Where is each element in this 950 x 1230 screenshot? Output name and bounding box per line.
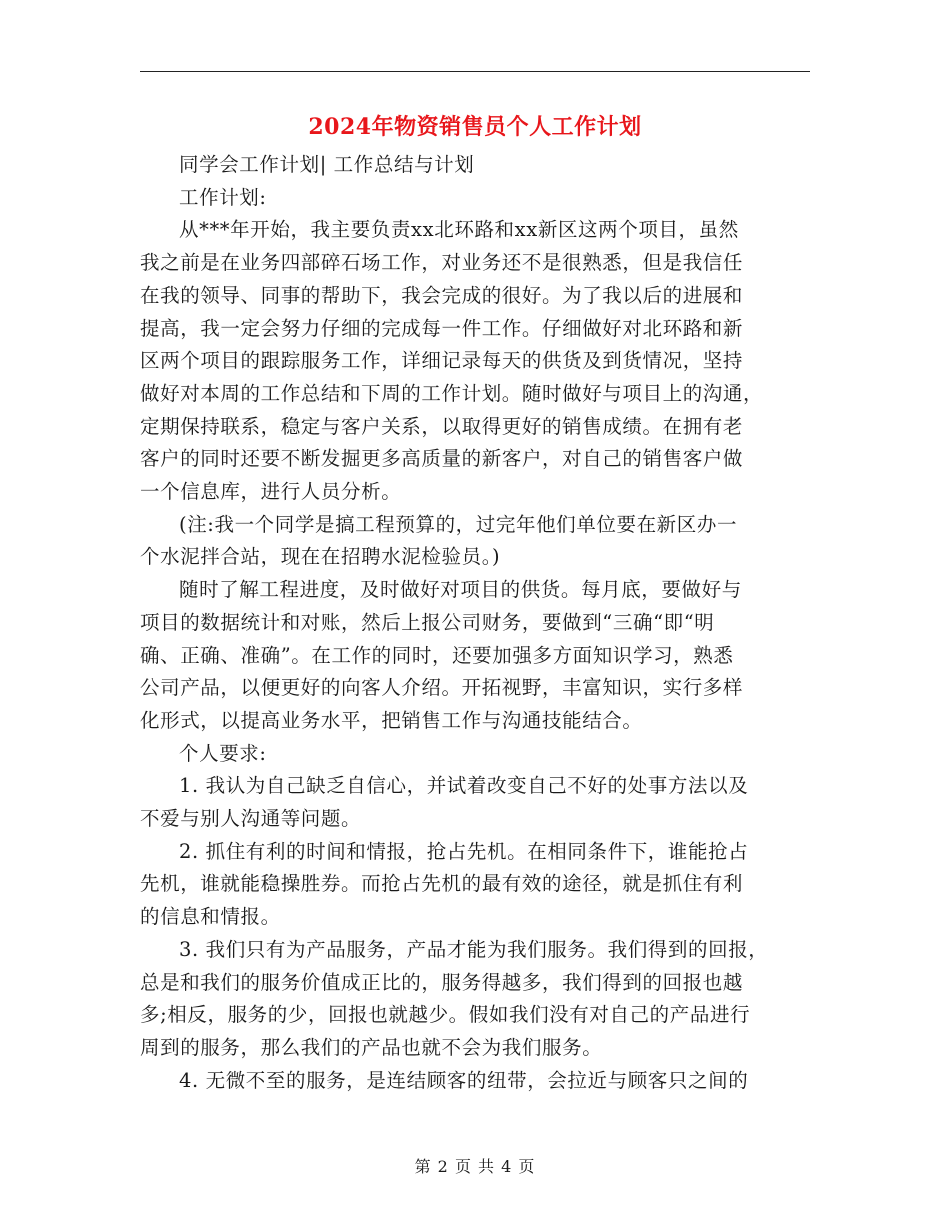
paragraph-item-1: 1. 我认为自己缺乏自信心，并试着改变自己不好的处事方法以及 不爱与别人沟通等问题。: [140, 774, 749, 831]
header-rule: [140, 71, 810, 72]
paragraph-plan-heading: 工作计划:: [179, 185, 267, 209]
paragraph-plan-body: 从***年开始，我主要负责xx北环路和xx新区这两个项目，虽然 我之前是在业务四部碎石场工作，对业务还不是很熟悉，但是我信任 在我的领导、同事的帮助下，我会完成的很好。为了我以后的进展和 提高，我一定会努力仔细的完成每一件工作。仔细做好对北环路和新 区两个项目的跟踪服务工作，详细记录每天的供货及到货情况，坚持 做好对本周的工作总结和下周的工作计划。随时做好与项目上的沟通， 定期保持联系，稳定与客户关系，以取得更好的销售成绩。在拥有老 客户的同时还要不断发掘更多高质量的新客户，对自己的销售客户做 一个信息库，进行人员分析。: [140, 218, 764, 504]
document-title: 2024年物资销售员个人工作计划: [308, 114, 642, 140]
paragraph-item-2: 2. 抓住有利的时间和情报，抢占先机。在相同条件下，谁能抢占 先机，谁就能稳操胜券。而抢占先机的最有效的途径，就是抓住有利 的信息和情报。: [140, 839, 749, 929]
paragraph-item-4: 4. 无微不至的服务，是连结顾客的纽带，会拉近与顾客只之间的: [179, 1068, 749, 1092]
paragraph-item-3: 3. 我们只有为产品服务，产品才能为我们服务。我们得到的回报， 总是和我们的服务价值成正比的，服务得越多，我们得到的回报也越 多;相反，服务的少，回报也就越少。假如我们没有对自己的产品进行 周到的服务，那么我们的产品也就不会为我们服务。: [140, 937, 769, 1059]
document-body: [140, 149, 812, 1097]
paragraph-requirements-heading: 个人要求:: [179, 741, 267, 765]
paragraph-subtitle: 同学会工作计划| 工作总结与计划: [179, 153, 475, 176]
paragraph-progress: 随时了解工程进度，及时做好对项目的供货。每月底，要做好与 项目的数据统计和对账，然后上报公司财务，要做到“三确“即“明 确、正确、准确”。在工作的同时，还要加强多方面知识学习，熟悉 公司产品，以便更好的向客人介绍。开拓视野，丰富知识，实行多样 化形式，以提高业务水平，把销售工作与沟通技能结合。: [140, 578, 744, 732]
page-footer: 第 2 页 共 4 页: [414, 1157, 536, 1176]
paragraph-note: (注:我一个同学是搞工程预算的，过完年他们单位要在新区办一 个水泥拌合站，现在在招聘水泥检验员。): [140, 512, 738, 569]
